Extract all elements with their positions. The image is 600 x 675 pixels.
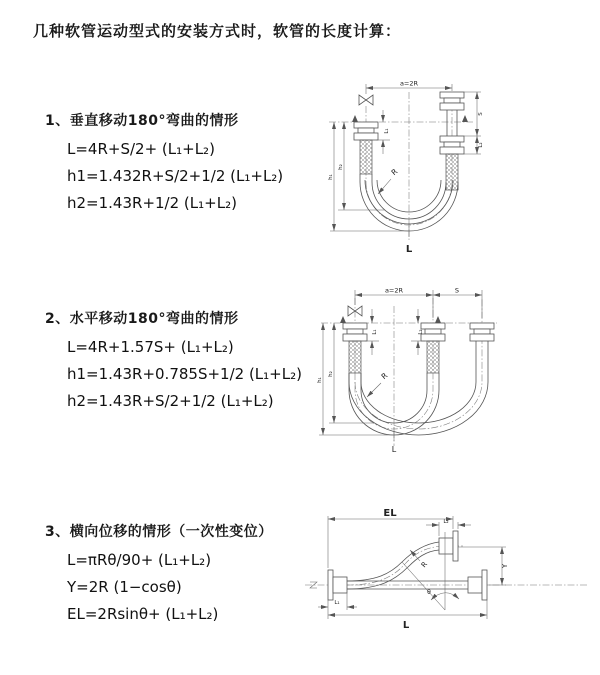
dimension-l2 bbox=[464, 136, 484, 154]
length-callout bbox=[406, 223, 413, 255]
dim-label-el: EL bbox=[383, 508, 397, 519]
formula-line: Y=2R (1−cosθ) bbox=[67, 578, 182, 596]
dim-label-l2: L₂ bbox=[418, 329, 424, 335]
dimension-l2 bbox=[426, 519, 471, 536]
formula-line: h1=1.43R+0.785S+1/2 (L₁+L₂) bbox=[67, 365, 302, 383]
section-heading: 1、垂直移动180°弯曲的情形 bbox=[45, 113, 239, 129]
dim-label-s: S bbox=[454, 286, 460, 295]
radius-callout bbox=[378, 167, 399, 194]
dim-label-theta: θ bbox=[427, 589, 431, 596]
section-vertical-180 bbox=[45, 110, 283, 221]
section-lateral-displacement bbox=[45, 521, 273, 632]
dim-label-l2: L₂ bbox=[443, 519, 449, 525]
dim-label-h2: h₂ bbox=[338, 164, 344, 170]
dimension-s bbox=[464, 92, 484, 136]
left-hose-fitting bbox=[343, 323, 367, 373]
formula-line: EL=2Rsinθ+ (L₁+L₂) bbox=[67, 605, 219, 623]
dim-label-s: S bbox=[478, 112, 484, 116]
page-title: 几种软管运动型式的安装方式时，软管的长度计算： bbox=[33, 22, 402, 40]
upper-right-flange-fitting bbox=[439, 531, 458, 561]
dim-label-a2r: a=2R bbox=[384, 286, 404, 295]
formula-line: h2=1.43R+1/2 (L₁+L₂) bbox=[67, 194, 237, 212]
dimension-l1 bbox=[365, 309, 379, 355]
dim-label-l1: L₁ bbox=[372, 329, 378, 335]
dim-label-r: R bbox=[379, 370, 390, 382]
dim-label-l1: L₁ bbox=[334, 600, 340, 606]
dim-label-r: R bbox=[419, 560, 430, 570]
formula-list bbox=[67, 140, 283, 221]
section-heading: 2、水平移动180°弯曲的情形 bbox=[45, 311, 239, 327]
dimension-l2 bbox=[411, 309, 425, 355]
dim-label-h2: h₂ bbox=[328, 371, 334, 377]
dim-label-a2r: a=2R bbox=[399, 79, 419, 88]
centerlines bbox=[321, 298, 497, 446]
lower-right-flange-fitting bbox=[468, 570, 487, 600]
valve-icon bbox=[359, 95, 373, 105]
dim-label-l: L bbox=[405, 244, 413, 255]
formula-list bbox=[67, 551, 273, 632]
dim-label-y: Y bbox=[501, 563, 509, 569]
dimension-l bbox=[328, 600, 487, 631]
lateral-displacement-diagram bbox=[298, 498, 598, 658]
dim-label-l: L bbox=[402, 620, 410, 631]
dimension-a2r bbox=[366, 80, 452, 95]
formula-list bbox=[67, 338, 302, 419]
left-flange-fitting bbox=[328, 570, 347, 600]
section-horizontal-180 bbox=[45, 308, 302, 419]
dimension-a2r bbox=[355, 287, 482, 319]
dimension-l1 bbox=[376, 110, 390, 154]
section-heading: 3、横向位移的情形（一次性变位） bbox=[45, 524, 273, 540]
dim-label-h1: h₁ bbox=[317, 377, 323, 383]
dim-label-l2: L₂ bbox=[478, 142, 484, 148]
vertical-180-bend-diagram bbox=[305, 70, 600, 265]
formula-line: L=πRθ/90+ (L₁+L₂) bbox=[67, 551, 212, 569]
formula-line: h2=1.43R+S/2+1/2 (L₁+L₂) bbox=[67, 392, 274, 410]
dimension-s bbox=[433, 287, 482, 296]
displaced-hose-fitting bbox=[470, 323, 494, 341]
middle-hose-fitting bbox=[421, 323, 445, 373]
right-hose-fitting bbox=[440, 92, 464, 190]
radius-callout bbox=[367, 371, 389, 397]
dimension-l1 bbox=[318, 593, 357, 610]
horizontal-180-bend-diagram bbox=[305, 278, 600, 463]
dim-label-r: R bbox=[389, 166, 400, 178]
dim-label-l: L bbox=[391, 445, 397, 454]
reference-arrows bbox=[352, 115, 468, 122]
dim-label-h1: h₁ bbox=[328, 174, 334, 180]
formula-line: h1=1.432R+S/2+1/2 (L₁+L₂) bbox=[67, 167, 284, 185]
dim-label-l1: L₁ bbox=[384, 128, 390, 134]
left-hose-fitting bbox=[354, 122, 378, 174]
formula-line: L=4R+S/2+ (L₁+L₂) bbox=[67, 140, 215, 158]
dimension-el bbox=[328, 508, 453, 568]
formula-line: L=4R+1.57S+ (L₁+L₂) bbox=[67, 338, 234, 356]
